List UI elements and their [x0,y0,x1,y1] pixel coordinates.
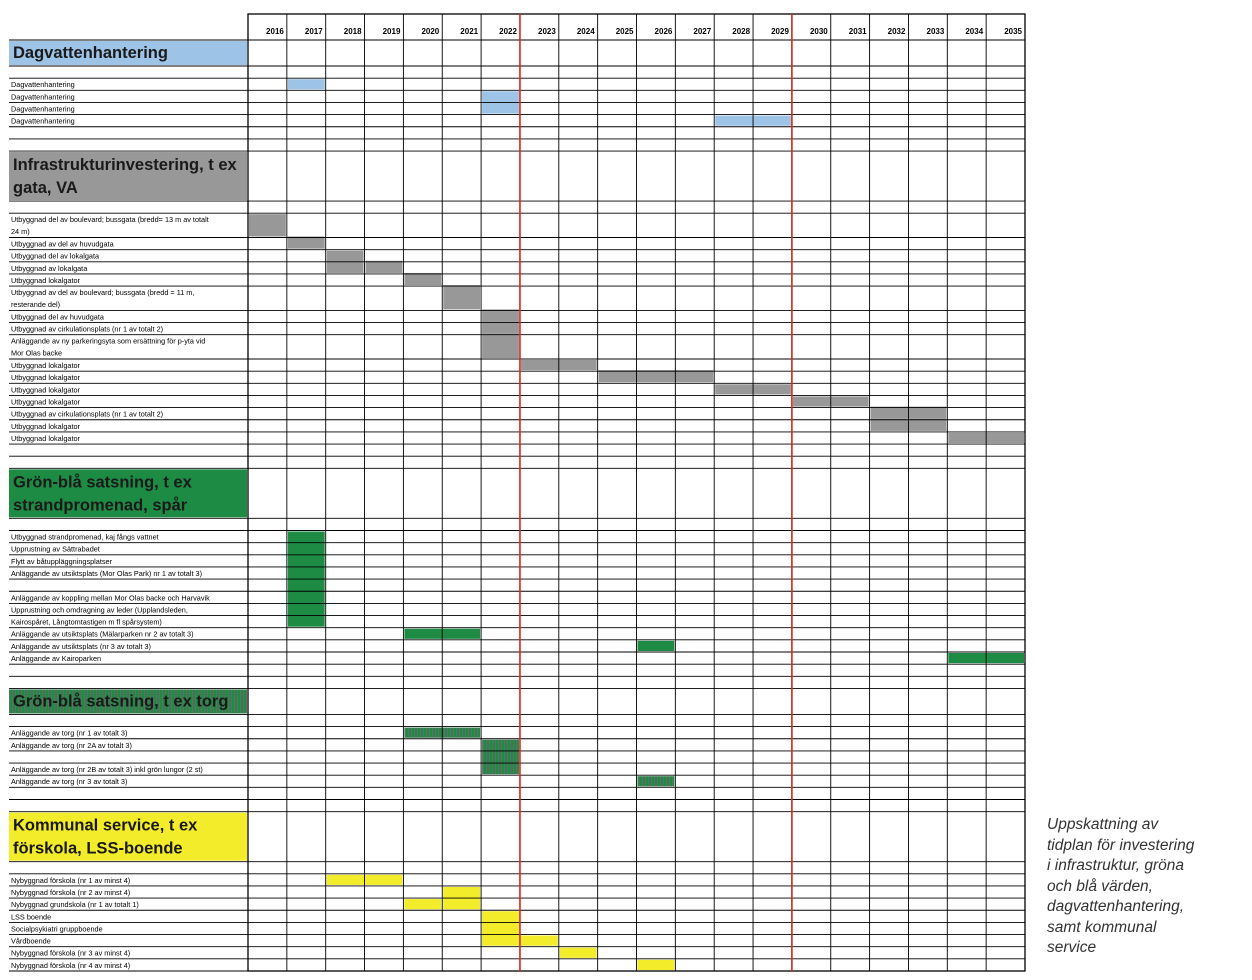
task-label: Nybyggnad förskola (nr 2 av minst 4) [11,887,131,897]
task-label: Anläggande av utsiktsplats (nr 3 av totalt 3) [11,641,151,651]
year-label: 2016 [266,27,284,36]
year-label: 2022 [499,27,517,36]
task-label: Anläggande av torg (nr 1 av totalt 3) [11,728,128,738]
year-label: 2030 [809,27,828,36]
bar-gray [288,237,325,249]
year-label: 2032 [887,27,906,36]
year-label: 2026 [654,27,673,36]
bar-gray [443,285,480,309]
year-label: 2025 [615,27,634,36]
section-title: strandpromenad, spår [13,496,188,515]
task-label: Utbyggnad lokalgator [11,385,80,395]
task-label: Utbyggnad av del av boulevard; bussgata (bredd = 11 m, [11,288,195,298]
caption-line: i infrastruktur, gröna [1047,857,1184,874]
caption-line: service [1047,939,1097,956]
task-label: Vårdboende [11,936,51,946]
task-label: Anläggande av torg (nr 2A av totalt 3) [11,740,132,750]
bar-gray [404,273,441,285]
task-label: Mor Olas backe [11,348,63,358]
task-label: Nybyggnad förskola (nr 4 av minst 4) [11,960,131,970]
figure-caption [1047,815,1242,959]
task-label: resterande del) [11,300,61,310]
bar-blue [288,79,325,89]
caption-line: och blå värden, [1047,877,1153,895]
caption-line: dagvattenhantering, [1047,898,1185,915]
task-label: Nybyggnad förskola (nr 3 av minst 4) [11,948,131,958]
task-label: Utbyggnad lokalgator [11,275,80,285]
bar-gray [482,322,519,334]
year-label: 2031 [848,27,867,36]
task-label: Anläggande av utsiktsplats (Mor Olas Park) nr 1 av totalt 3) [11,568,203,578]
caption-line: samt kommunal [1047,918,1157,936]
task-label: Utbyggnad del av boulevard; bussgata (bredd= 13 m av totalt [11,215,209,225]
task-label: Utbyggnad del av huvudgata [11,312,104,322]
bar-gray [482,309,519,321]
task-label: Dagvattenhantering [11,104,75,114]
task-label: Utbyggnad av cirkulationsplats (nr 1 av totalt 2) [11,409,164,419]
task-label: Utbyggnad av del av huvudgata [11,239,114,249]
task-label: Dagvattenhantering [11,80,75,90]
bar-yellow [482,911,519,945]
task-label: Utbyggnad strandpromenad, kaj fångs vattnet [11,532,159,542]
task-label: Dagvattenhantering [11,92,75,102]
section-title: Grön-blå satsning, t ex torg [13,692,229,711]
bar-hatch [638,776,675,786]
year-label: 2029 [771,27,789,36]
task-label: Anläggande av torg (nr 3 av totalt 3) [11,777,128,787]
bar-gray [366,261,403,273]
bar-gray [599,370,714,382]
year-label: 2020 [421,27,440,36]
task-label: Flytt av båtuppläggningsplatser [11,556,113,566]
task-label: Dagvattenhantering [11,116,75,126]
bar-hatch [482,740,519,774]
section-title: Dagvattenhantering [13,44,168,62]
year-label: 2018 [343,27,362,36]
task-label: Anläggande av torg (nr 2B av totalt 3) inkl grön lungor (2 st) [11,765,203,775]
task-label: Utbyggnad lokalgator [11,433,80,443]
bar-yellow [404,899,441,909]
bar-yellow [560,948,597,958]
section-title: Kommunal service, t ex [13,816,198,835]
bar-gray [249,214,286,236]
bar-yellow [638,960,675,970]
task-label: Anläggande av koppling mellan Mor Olas backe och Harvavik [11,593,210,603]
year-label: 2021 [460,27,479,36]
year-label: 2019 [382,27,401,36]
task-label: Kairospåret, Långtomtastigen m fl spårsystem) [11,617,162,627]
year-label: 2017 [304,27,323,36]
task-label: Anläggande av Kairoparken [11,654,102,663]
section-title: Grön-blå satsning, t ex [13,473,192,492]
task-label: Upprustning och omdragning av leder (Upplandsleden, [11,605,188,615]
section-title: Infrastrukturinvestering, t ex [13,156,237,175]
task-label: Utbyggnad av lokalgata [11,263,88,273]
bar-yellow [521,936,558,946]
task-label: Anläggande av ny parkeringsyta som ersättning för p-yta vid [11,336,206,346]
section-title: förskola, LSS-boende [13,839,183,858]
task-label: 24 m) [11,227,30,237]
year-label: 2027 [693,27,712,36]
task-label: Utbyggnad lokalgator [11,361,80,370]
year-label: 2024 [576,27,595,36]
year-label: 2023 [538,27,556,36]
year-label: 2034 [965,27,984,36]
year-label: 2035 [1004,27,1022,36]
task-label: Utbyggnad lokalgator [11,421,80,431]
section-title: gata, VA [13,179,78,198]
task-label: Nybyggnad förskola (nr 1 av minst 4) [11,875,131,885]
task-label: Nybyggnad grundskola (nr 1 av totalt 1) [11,900,139,910]
task-label: Anläggande av utsiktsplats (Mälarparken nr 2 av totalt 3) [11,629,194,639]
text-layer [11,27,1023,970]
caption-line: Uppskattning av [1047,816,1159,833]
year-label: 2033 [926,27,945,36]
bar-gray [482,334,519,358]
task-label: Utbyggnad lokalgator [11,397,80,407]
task-label: Upprustning av Sättrabadet [11,544,100,554]
task-label: LSS boende [11,912,52,922]
task-label: Utbyggnad lokalgator [11,373,80,383]
task-label: Utbyggnad av cirkulationsplats (nr 1 av totalt 2) [11,324,164,334]
caption-line: tidplan för investering [1047,836,1195,854]
task-label: Socialpsykiatri gruppboende [11,924,103,934]
task-label: Utbyggnad del av lokalgata [11,251,100,261]
bar-green [638,641,675,651]
year-label: 2028 [732,27,751,36]
